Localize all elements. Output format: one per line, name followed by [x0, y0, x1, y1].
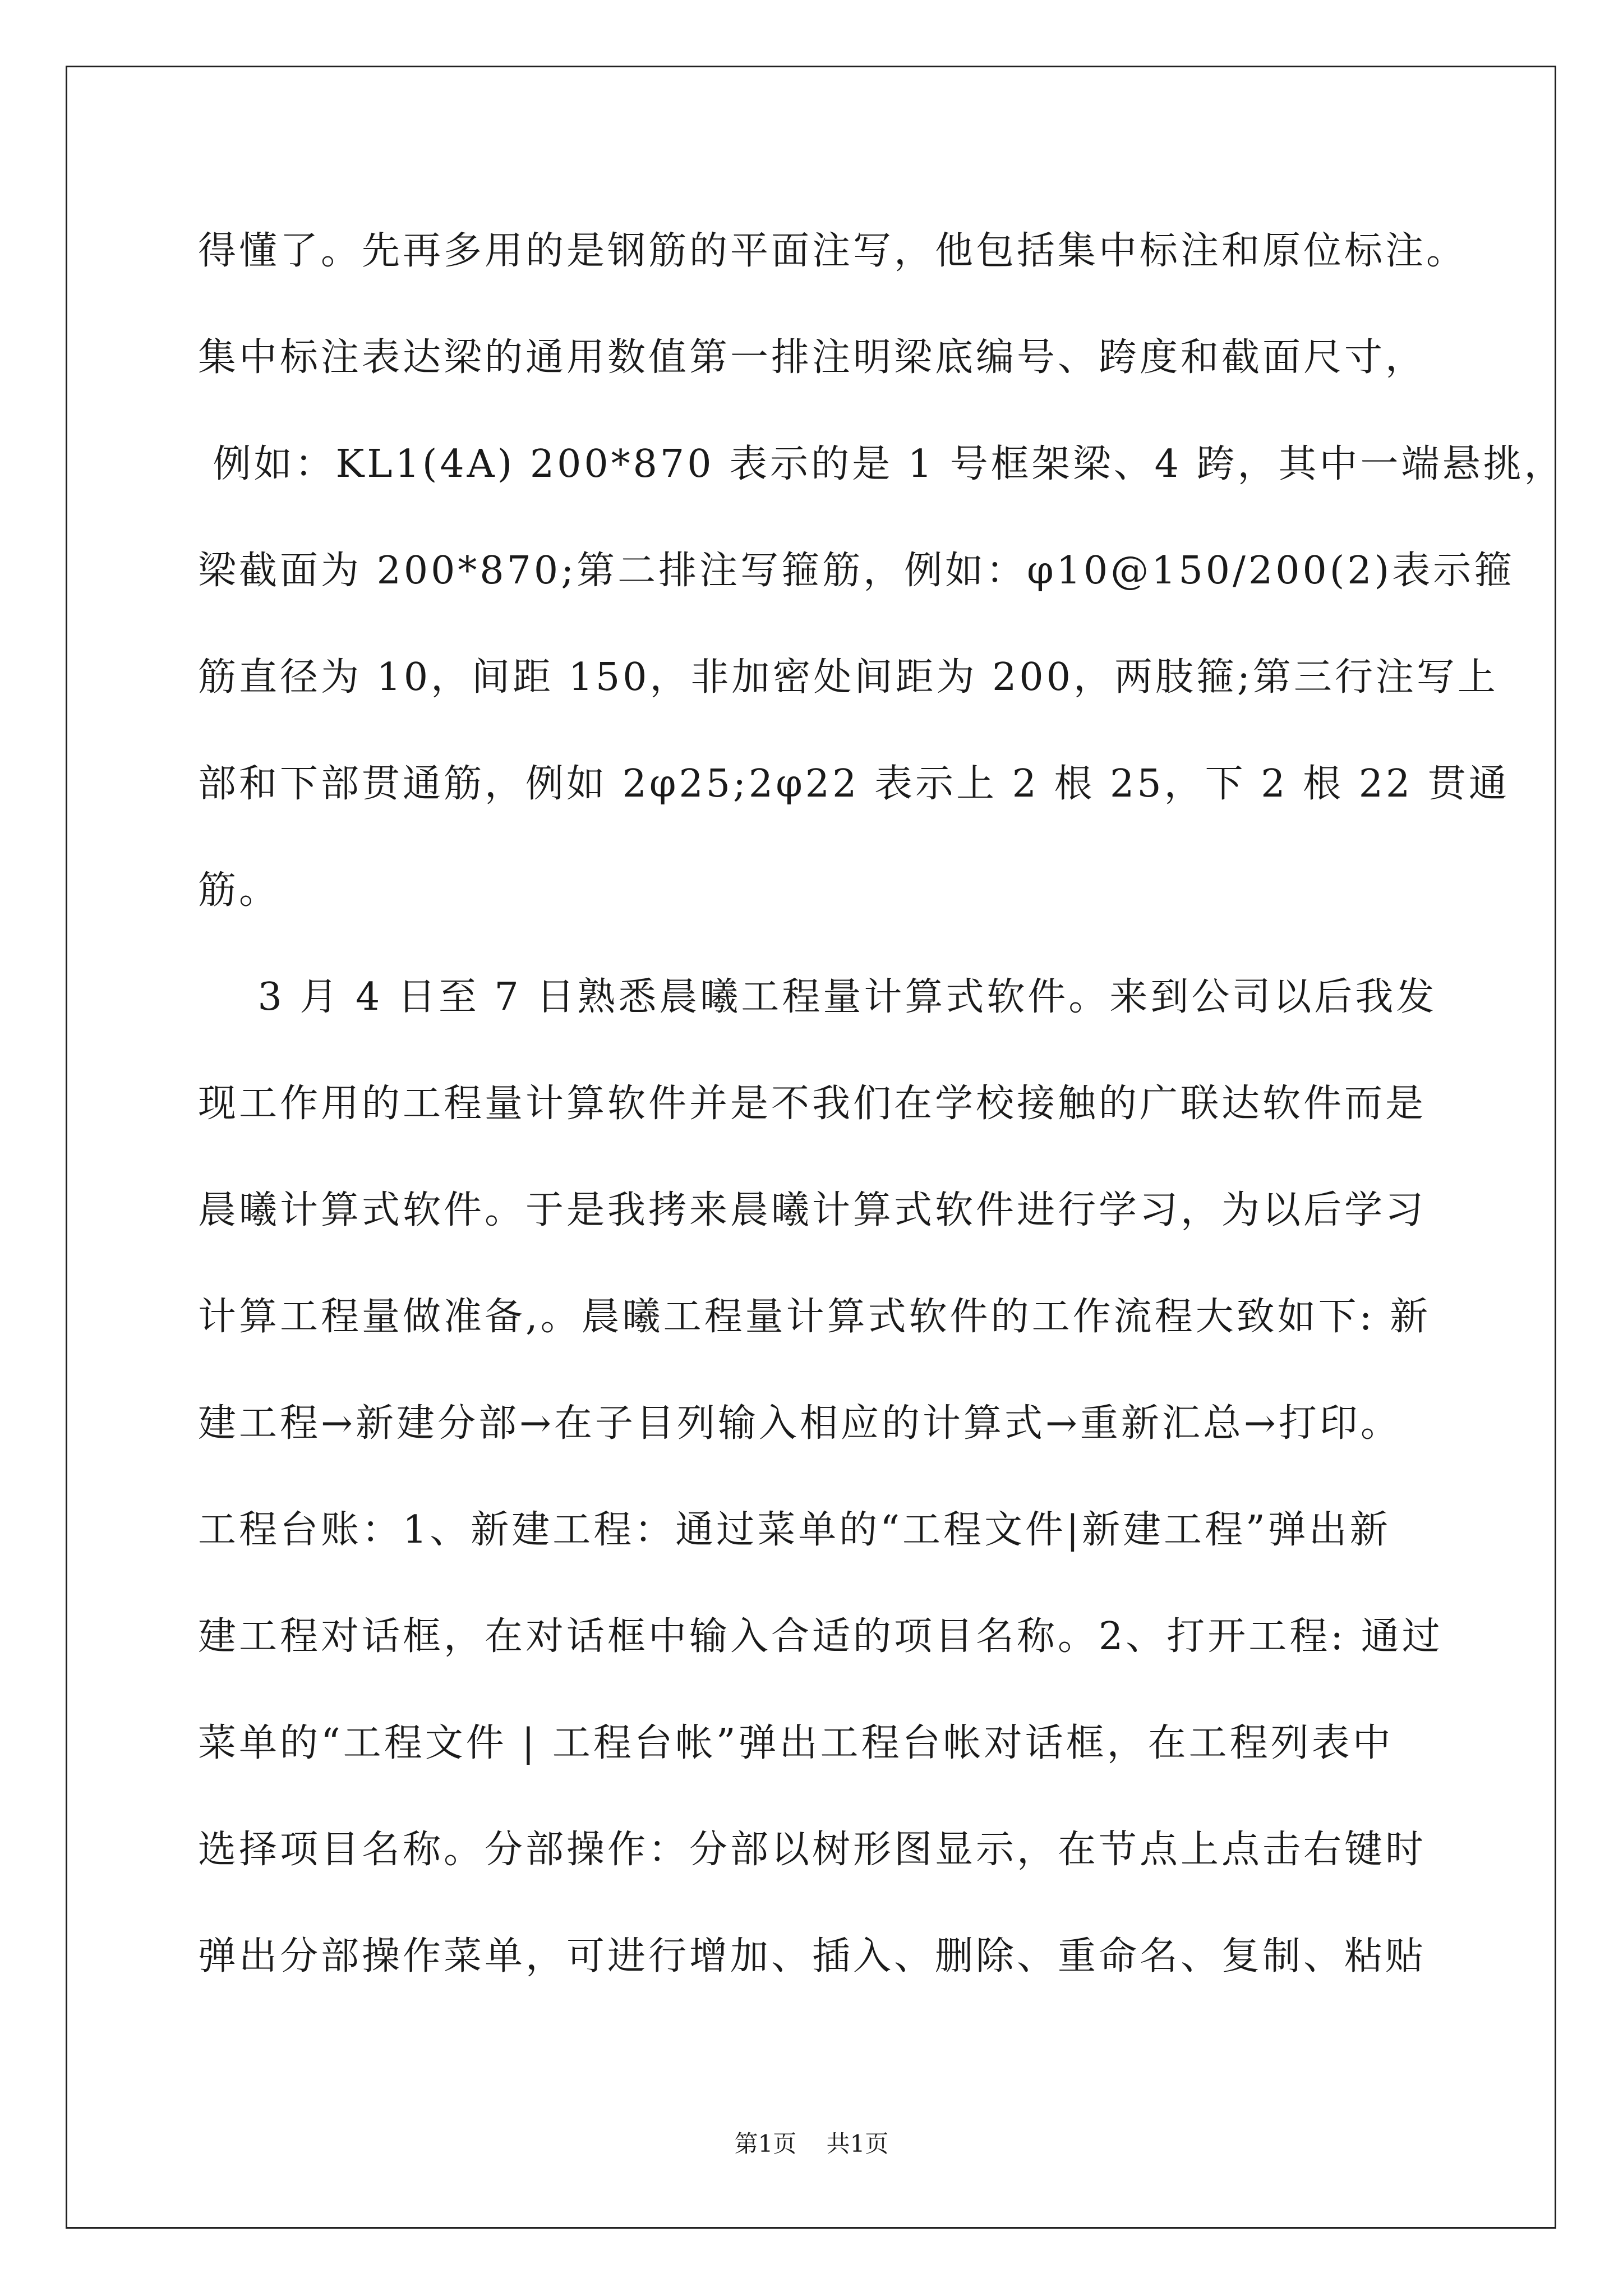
- page-footer: [0, 2127, 1623, 2161]
- text-line: 建工程→新建分部→在子目列输入相应的计算式→重新汇总→打印。: [198, 1401, 1401, 1446]
- text-line: 部和下部贯通筋，例如 2φ25;2φ22 表示上 2 根 25，下 2 根 22 贯通: [198, 762, 1510, 806]
- page-total: 共1页: [826, 2130, 889, 2157]
- document-body: [198, 198, 1565, 2010]
- text-line: 选择项目名称。分部操作：分部以树形图显示，在节点上点击右键时: [198, 1828, 1427, 1872]
- text-line: 筋直径为 10，间距 150，非加密处间距为 200，两肢箍;第三行注写上: [198, 655, 1498, 700]
- text-line: 现工作用的工程量计算软件并是不我们在学校接触的广联达软件而是: [198, 1082, 1427, 1126]
- text-line: 3 月 4 日至 7 日熟悉晨曦工程量计算式软件。来到公司以后我发: [198, 975, 1437, 1019]
- text-line: 晨曦计算式软件。于是我拷来晨曦计算式软件进行学习，为以后学习: [198, 1188, 1427, 1232]
- text-line: 筋。: [198, 868, 280, 913]
- text-line: 梁截面为 200*870;第二排注写箍筋，例如：φ10@150/200(2)表示箍: [198, 549, 1515, 593]
- text-line: 计算工程量做准备,。晨曦工程量计算式软件的工作流程大致如下: 新: [198, 1295, 1431, 1339]
- text-line: 弹出分部操作菜单，可进行增加、插入、删除、重命名、复制、粘贴: [198, 1934, 1427, 1978]
- text-line: 工程台账：1、新建工程：通过菜单的“工程文件|新建工程”弹出新: [198, 1508, 1391, 1552]
- page-number: 第1页: [734, 2130, 797, 2157]
- text-line: 菜单的“工程文件 | 工程台帐”弹出工程台帐对话框，在工程列表中: [198, 1721, 1394, 1765]
- text-line: 得懂了。先再多用的是钢筋的平面注写，他包括集中标注和原位标注。: [198, 229, 1468, 273]
- text-line: 建工程对话框，在对话框中输入合适的项目名称。2、打开工程: 通过: [198, 1614, 1443, 1659]
- text-line: 例如：KL1(4A) 200*870 表示的是 1 号框架梁、4 跨，其中一端悬挑，: [198, 442, 1565, 486]
- text-line: 集中标注表达梁的通用数值第一排注明梁底编号、跨度和截面尺寸，: [198, 335, 1427, 380]
